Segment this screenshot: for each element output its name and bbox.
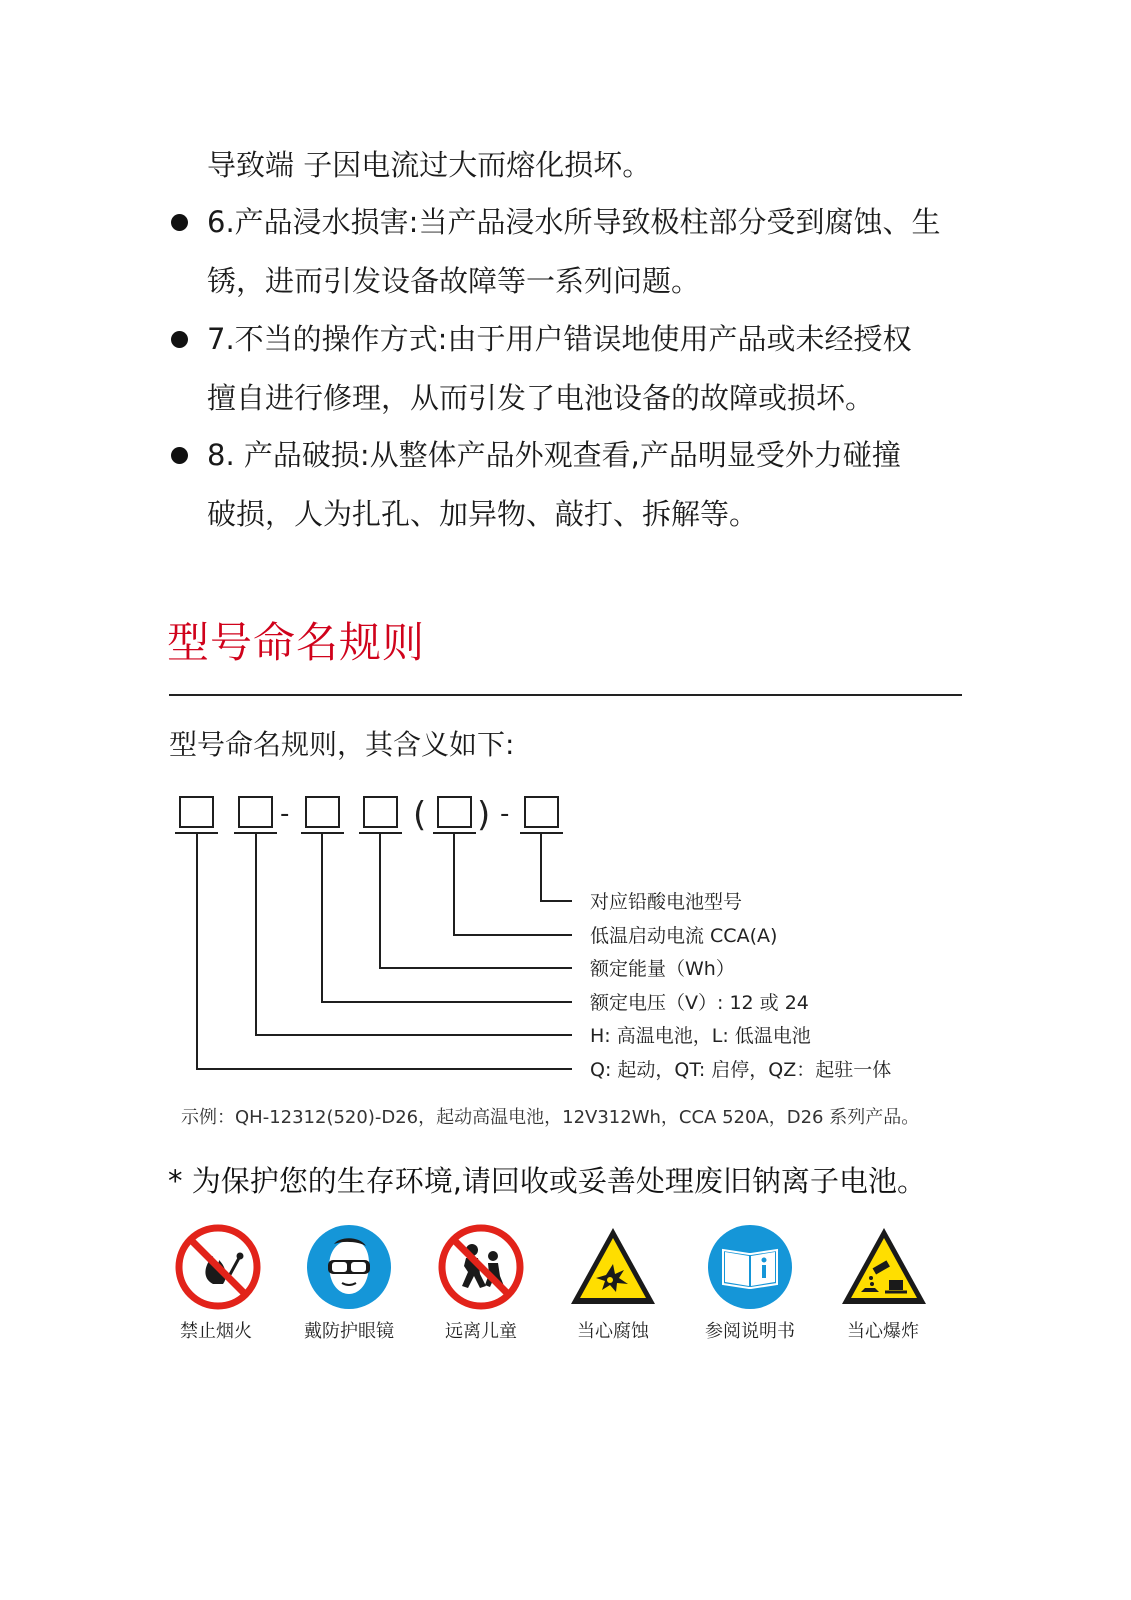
code-box-6 [525,797,558,827]
icon-caption: 戴防护眼镜 [304,1321,394,1342]
icon-caption: 禁止烟火 [180,1321,252,1342]
leader-line [197,833,572,1069]
code-open-paren: ( [413,795,427,835]
icon-caption: 当心腐蚀 [577,1321,649,1342]
legend-label-lead-acid-model: 对应铅酸电池型号 [590,891,743,913]
list-item-8-line1: 8. 产品破损:从整体产品外观查看,产品明显受外力碰撞 [207,438,901,472]
explosion-warning-icon [839,1224,929,1314]
list-item-8-line2: 破损，人为扎孔、加异物、敲打、拆解等。 [207,497,759,531]
legend-label-energy: 额定能量（Wh） [590,958,735,980]
list-item-6-line2: 锈，进而引发设备故障等一系列问题。 [207,264,701,298]
leader-line [454,833,572,935]
code-box-2 [239,797,272,827]
leader-line [322,833,572,1002]
list-continuation-text: 导致端 子因电流过大而熔化损坏。 [207,148,652,182]
code-box-5 [438,797,471,827]
legend-label-function: Q: 起动，QT: 启停，QZ：起驻一体 [590,1059,892,1081]
recycling-notice: * 为保护您的生存环境,请回收或妥善处理废旧钠离子电池。 [168,1164,926,1198]
section-intro: 型号命名规则，其含义如下: [169,728,515,761]
code-box-4 [364,797,397,827]
code-box-1 [180,797,213,827]
legend-label-temperature: H: 高温电池，L: 低温电池 [590,1025,811,1047]
code-box-3 [306,797,339,827]
code-close-paren: ) [477,795,491,835]
legend-label-voltage: 额定电压（V）: 12 或 24 [590,992,809,1014]
read-manual-icon [705,1222,795,1312]
code-dash: - [280,799,290,829]
legend-label-cca: 低温启动电流 CCA(A) [590,925,778,947]
keep-away-children-icon [436,1222,526,1312]
section-title: 型号命名规则 [167,618,426,667]
icon-caption: 当心爆炸 [847,1321,919,1342]
corrosion-warning-icon [568,1224,658,1314]
list-item-6-line1: 6.产品浸水损害:当产品浸水所导致极柱部分受到腐蚀、生 [207,205,941,239]
model-example: 示例：QH-12312(520)-D26，起动高温电池，12V312Wh，CCA 520A，D26 系列产品。 [181,1107,920,1128]
code-dash: - [500,799,510,829]
icon-caption: 远离儿童 [445,1321,517,1342]
goggles-icon [304,1222,394,1312]
icon-caption: 参阅说明书 [705,1321,795,1342]
no-fire-icon [173,1222,263,1312]
leader-line [541,833,572,901]
list-item-7-line1: 7.不当的操作方式:由于用户错误地使用产品或未经授权 [207,322,912,356]
list-item-7-line2: 擅自进行修理，从而引发了电池设备的故障或损坏。 [207,381,875,415]
